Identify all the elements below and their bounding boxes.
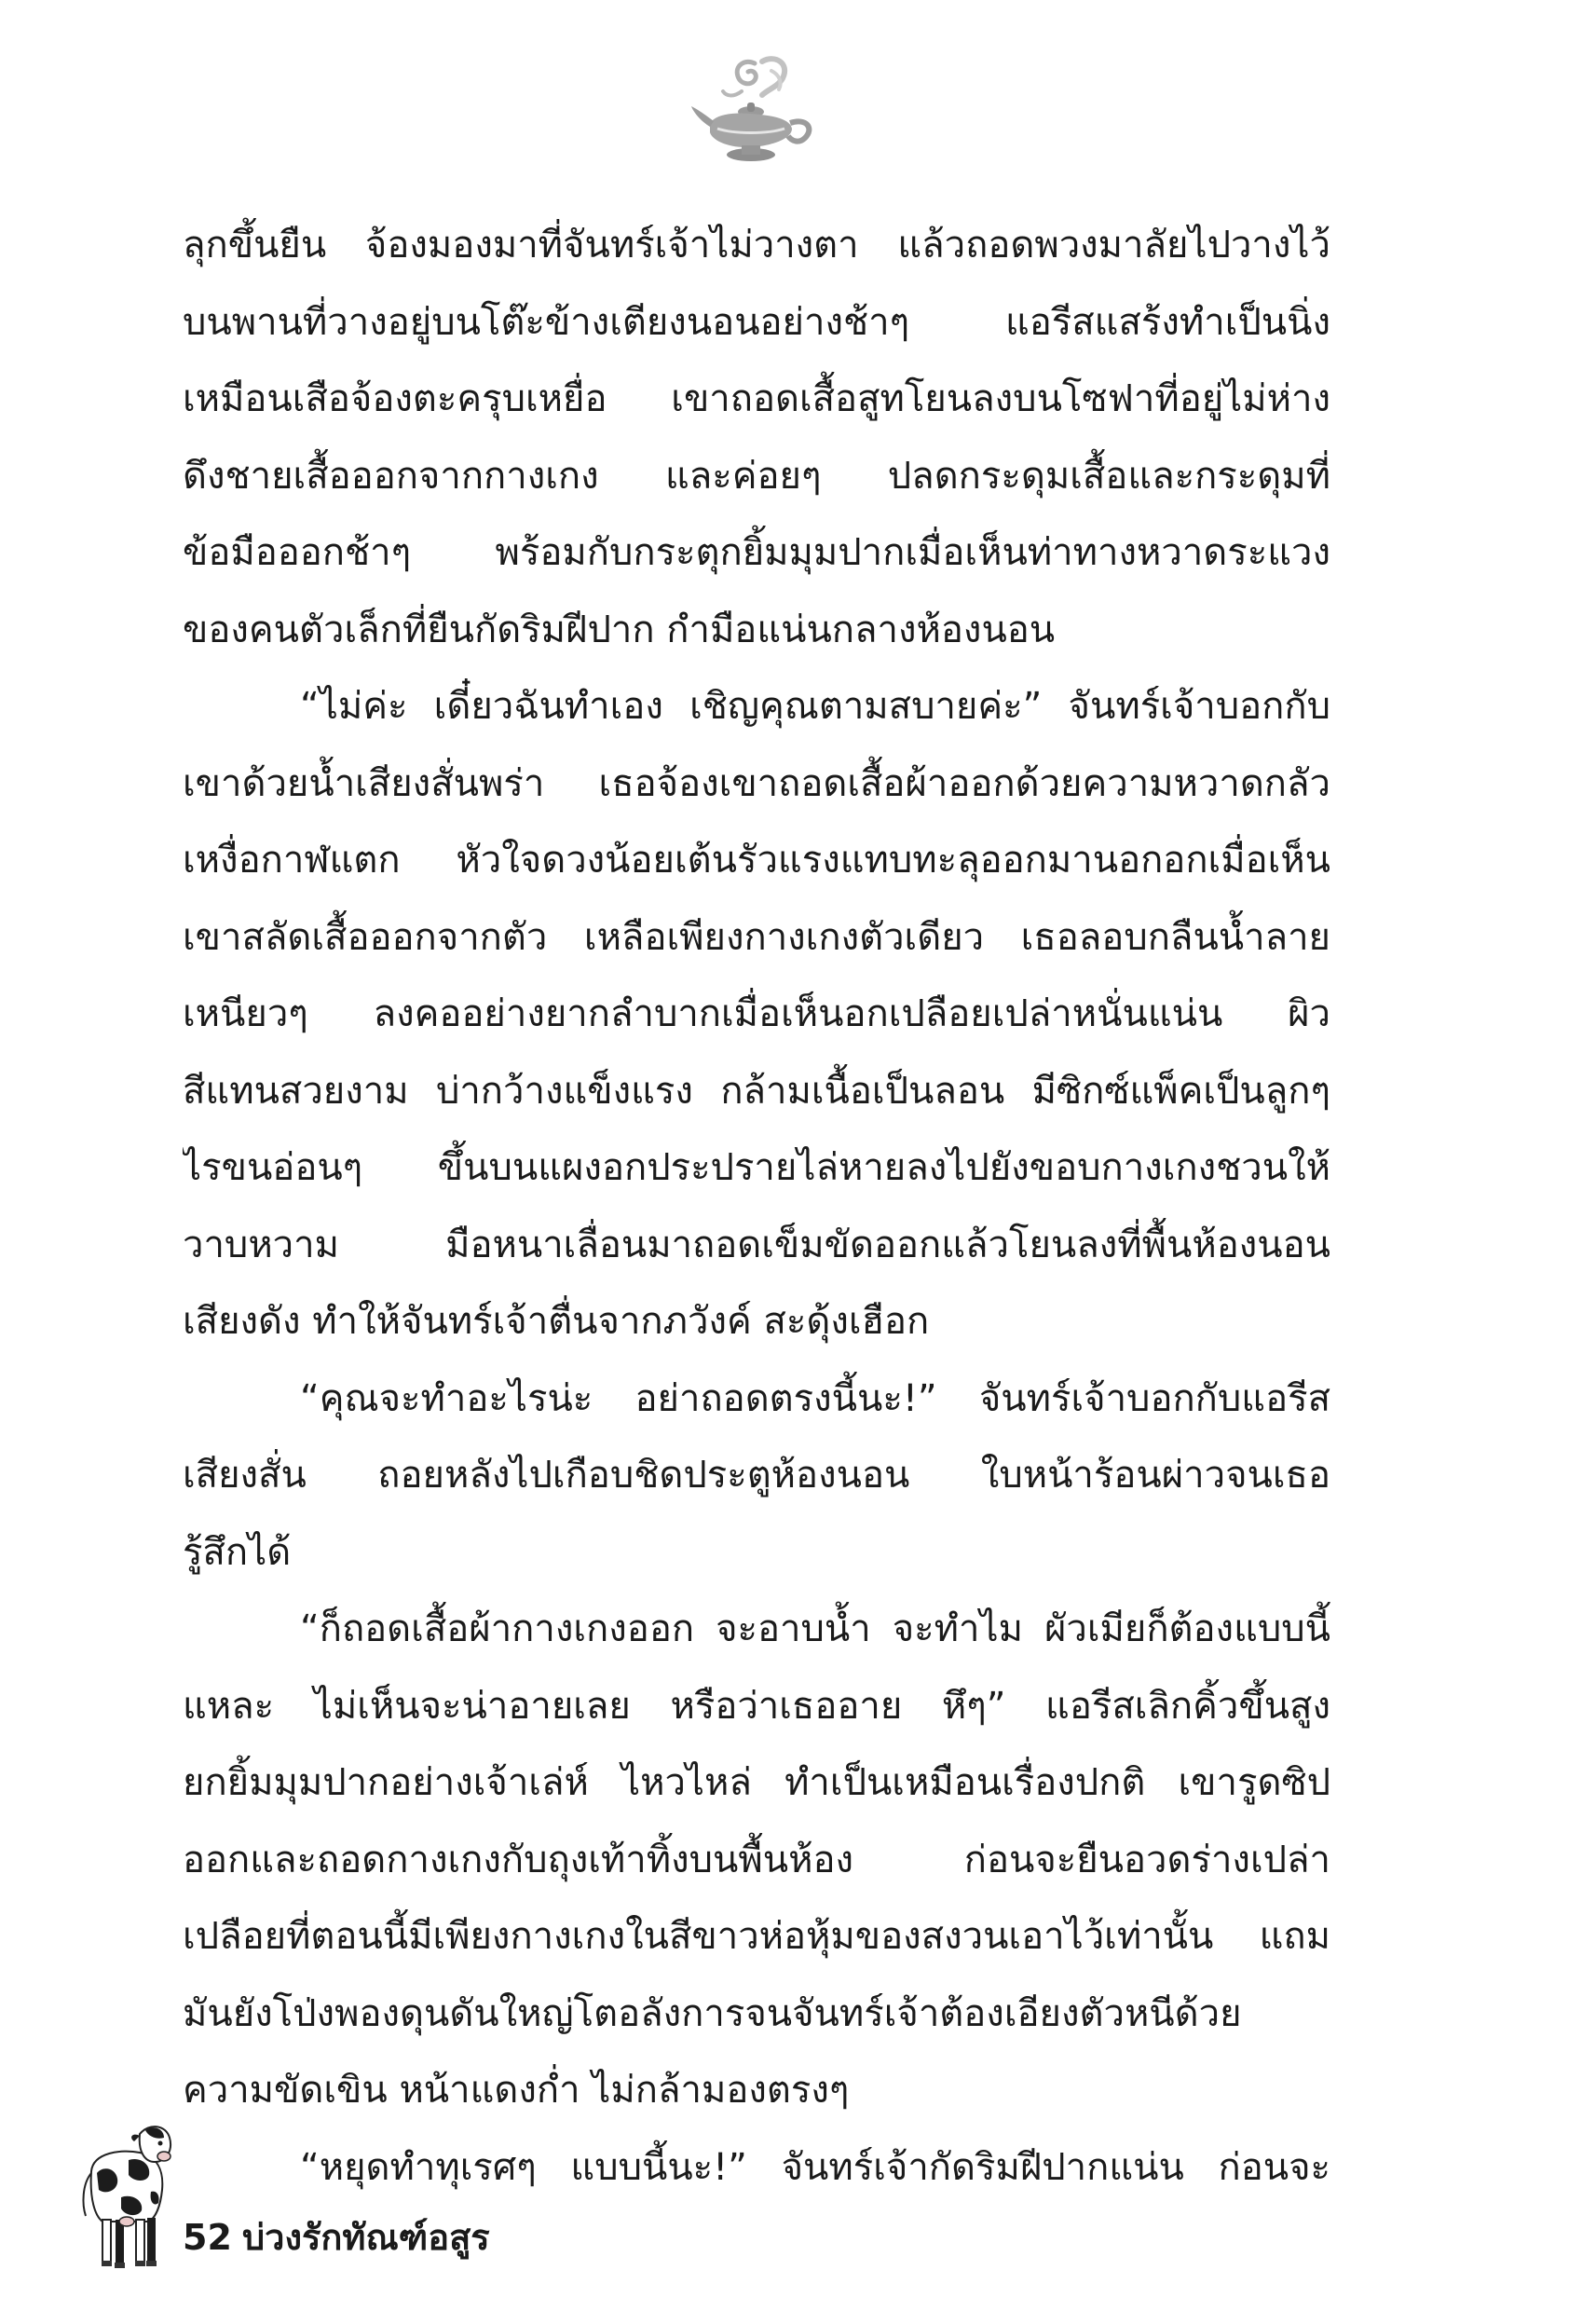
paragraph: [183, 668, 1330, 1361]
text-line: เขาด้วยน้ำเสียงสั่นพร่า เธอจ้องเขาถอดเสื้อผ้าออกด้วยความหวาดกลัว: [183, 761, 1330, 805]
text-line: สีแทนสวยงาม บ่ากว้างแข็งแรง กล้ามเนื้อเป็นลอน มีซิกซ์แพ็คเป็นลูกๆ: [183, 1069, 1330, 1113]
text-line: ความขัดเขิน หน้าแดงก่ำ ไม่กล้ามองตรงๆ: [183, 2069, 850, 2112]
text-line: รู้สึกได้: [183, 1530, 292, 1574]
text-line: บนพานที่วางอยู่บนโต๊ะข้างเตียงนอนอย่างช้าๆ แอรีสแสร้งทำเป็นนิ่ง: [183, 300, 1330, 344]
page-footer: [75, 2115, 727, 2283]
text-line: ของคนตัวเล็กที่ยืนกัดริมฝีปาก กำมือแน่นกลางห้องนอน: [183, 608, 1056, 651]
text-line: ลุกขึ้นยืน จ้องมองมาที่จันทร์เจ้าไม่วางตา แล้วถอดพวงมาลัยไปวางไว้: [183, 224, 1330, 267]
paragraph: [183, 1591, 1330, 2129]
text-line: เหงื่อกาฬแตก หัวใจดวงน้อยเต้นรัวแรงแทบทะลุออกมานอกอกเมื่อเห็น: [183, 839, 1330, 882]
text-line: เหมือนเสือจ้องตะครุบเหยื่อ เขาถอดเสื้อสูทโยนลงบนโซฟาที่อยู่ไม่ห่าง: [183, 377, 1330, 420]
page-number: 52: [183, 2217, 232, 2258]
holstein-cow-icon: [75, 2115, 177, 2274]
text-line: เสียงดัง ทำให้จันทร์เจ้าตื่นจากภวังค์ สะดุ้งเฮือก: [183, 1300, 930, 1343]
book-title: บ่วงรักทัณฑ์อสูร: [242, 2217, 490, 2258]
text-line: ยกยิ้มมุมปากอย่างเจ้าเล่ห์ ไหวไหล่ ทำเป็นเหมือนเรื่องปกติ เขารูดซิป: [183, 1761, 1330, 1804]
text-line: “ก็ถอดเสื้อผ้ากางเกงออก จะอาบน้ำ จะทำไม ผัวเมียก็ต้องแบบนี้: [300, 1607, 1330, 1650]
text-line: “คุณจะทำอะไรน่ะ อย่าถอดตรงนี้นะ!” จันทร์เจ้าบอกกับแอรีส: [300, 1376, 1330, 1420]
text-line: เขาสลัดเสื้อออกจากตัว เหลือเพียงกางเกงตัวเดียว เธอลอบกลืนน้ำลาย: [183, 915, 1330, 959]
paragraph: [183, 1361, 1330, 1592]
body-text: [183, 207, 1330, 2206]
text-line: ออกและถอดกางเกงกับถุงเท้าทิ้งบนพื้นห้อง ก่อนจะยืนอวดร่างเปล่า: [183, 1838, 1330, 1881]
text-line: ไรขนอ่อนๆ ขึ้นบนแผงอกประปรายไล่หายลงไปยังขอบกางเกงชวนให้: [183, 1146, 1330, 1189]
text-line: แหละ ไม่เห็นจะน่าอายเลย หรือว่าเธออาย หึๆ” แอรีสเลิกคิ้วขึ้นสูง: [183, 1684, 1330, 1728]
text-line: “หยุดทำทุเรศๆ แบบนี้นะ!” จันทร์เจ้ากัดริมฝีปากแน่น ก่อนจะ: [300, 2145, 1330, 2189]
text-line: เสียงสั่น ถอยหลังไปเกือบชิดประตูห้องนอน ใบหน้าร้อนผ่าวจนเธอ: [183, 1454, 1330, 1497]
text-line: เปลือยที่ตอนนี้มีเพียงกางเกงในสีขาวห่อหุ้มของสงวนเอาไว้เท่านั้น แถม: [183, 1915, 1330, 1958]
text-line: ดึงชายเสื้อออกจากกางเกง และค่อยๆ ปลดกระดุมเสื้อและกระดุมที่: [183, 454, 1330, 498]
paragraph: [183, 207, 1330, 668]
text-line: เหนียวๆ ลงคออย่างยากลำบากเมื่อเห็นอกเปลือยเปล่าหนั่นแน่น ผิว: [183, 992, 1330, 1035]
text-line: ข้อมือออกช้าๆ พร้อมกับกระตุกยิ้มมุมปากเมื่อเห็นท่าทางหวาดระแวง: [183, 531, 1330, 574]
magic-lamp-with-fairy-icon: [689, 54, 820, 166]
text-line: “ไม่ค่ะ เดี๋ยวฉันทำเอง เชิญคุณตามสบายค่ะ” จันทร์เจ้าบอกกับ: [300, 685, 1330, 728]
text-line: วาบหวาม มือหนาเลื่อนมาถอดเข็มขัดออกแล้วโยนลงที่พื้นห้องนอน: [183, 1223, 1330, 1266]
text-line: มันยังโป่งพองดุนดันใหญ่โตอลังการจนจันทร์เจ้าต้องเอียงตัวหนีด้วย: [183, 1991, 1242, 2035]
